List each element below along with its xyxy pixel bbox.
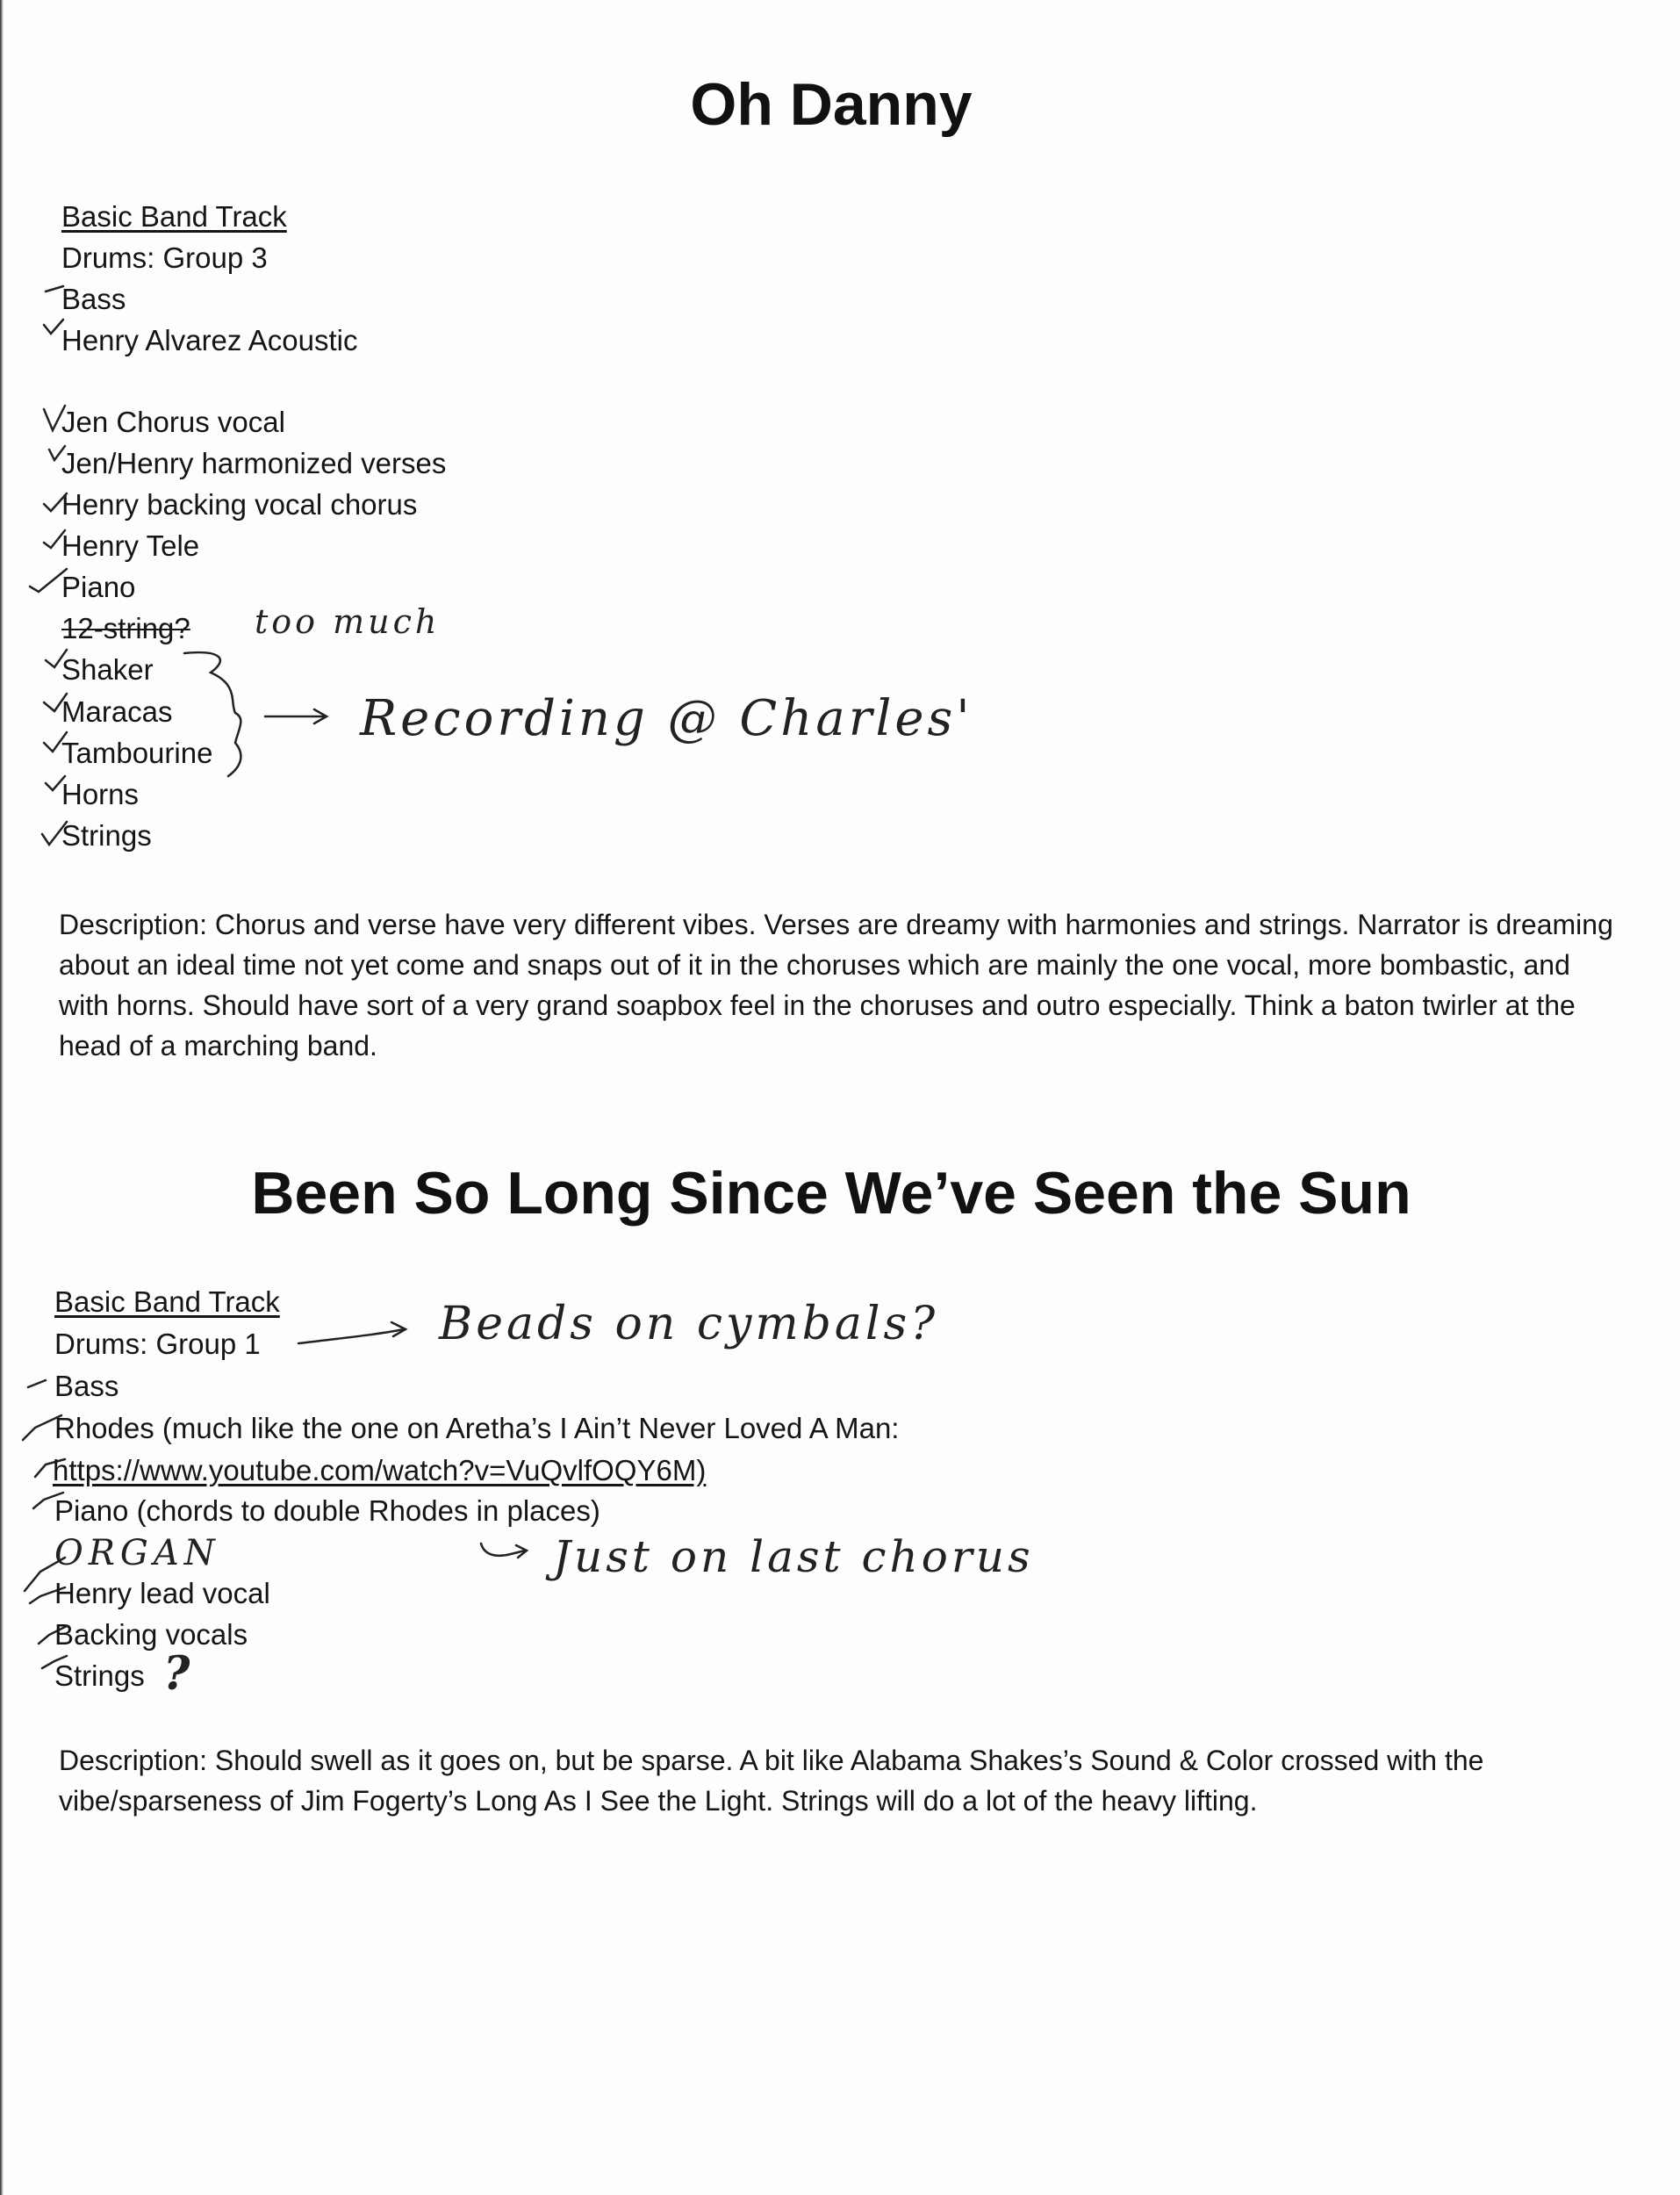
handwritten-question-mark: ? — [163, 1647, 194, 1701]
track-item-struck: 12-string? — [61, 612, 190, 644]
scan-page-edge — [0, 0, 4, 2195]
song-title-oh-danny: Oh Danny — [690, 71, 973, 138]
song-description: Description: Chorus and verse have very different vibes. Verses are dreamy with harmonies and strings. Narrator is dreaming about an ideal time not yet come and snaps out of it in the choruses which are mainly the one vocal, more bombastic, and with horns. Should have sort of a very grand soapbox feel in the choruses and outro especially. Think a baton twirler at the head of a marching band. — [59, 909, 1613, 1062]
handwritten-organ: ORGAN — [54, 1533, 220, 1573]
track-item: Bass — [54, 1370, 119, 1402]
track-item: Piano — [61, 571, 136, 603]
track-item: Jen Chorus vocal — [61, 406, 285, 438]
track-item: Henry Tele — [61, 529, 200, 562]
track-item: Drums: Group 1 — [54, 1328, 261, 1360]
track-item: Bass — [61, 283, 126, 315]
handwritten-note-just-last: Just on last chorus — [553, 1531, 1034, 1582]
track-item: Henry backing vocal chorus — [61, 488, 418, 521]
section-heading: Basic Band Track — [61, 200, 287, 233]
youtube-link[interactable]: https://www.youtube.com/watch?v=VuQvlfOQY6M) — [53, 1454, 707, 1486]
track-item: Strings — [54, 1659, 145, 1692]
track-item: Henry lead vocal — [54, 1577, 270, 1609]
handwritten-note-recording: Recording @ Charles' — [360, 690, 973, 747]
track-item: Maracas — [61, 695, 173, 728]
handwritten-note-too-much: too much — [255, 602, 441, 641]
song-description: Description: Should swell as it goes on, but be sparse. A bit like Alabama Shakes’s Sound & Color crossed with the vibe/sparseness of Jim Fogerty’s Long As I See the Light. Strings will do a lot of the heavy lifting. — [59, 1745, 1484, 1817]
track-item: Horns — [61, 778, 140, 810]
track-item: Drums: Group 3 — [61, 241, 268, 274]
handwritten-note-beads: Beads on cymbals? — [439, 1298, 939, 1350]
track-item: Henry Alvarez Acoustic — [61, 324, 358, 356]
track-item: Piano (chords to double Rhodes in places) — [54, 1494, 600, 1527]
song-title-been-so-long: Been So Long Since We’ve Seen the Sun — [251, 1160, 1411, 1227]
track-item: Backing vocals — [54, 1618, 248, 1651]
track-item: Tambourine — [61, 737, 213, 769]
section-heading: Basic Band Track — [54, 1285, 280, 1318]
track-item: Jen/Henry harmonized verses — [61, 447, 447, 479]
track-item: Rhodes (much like the one on Aretha’s I Ain’t Never Loved A Man: — [54, 1412, 900, 1444]
track-item: Shaker — [61, 653, 154, 686]
track-item: Strings — [61, 819, 152, 852]
